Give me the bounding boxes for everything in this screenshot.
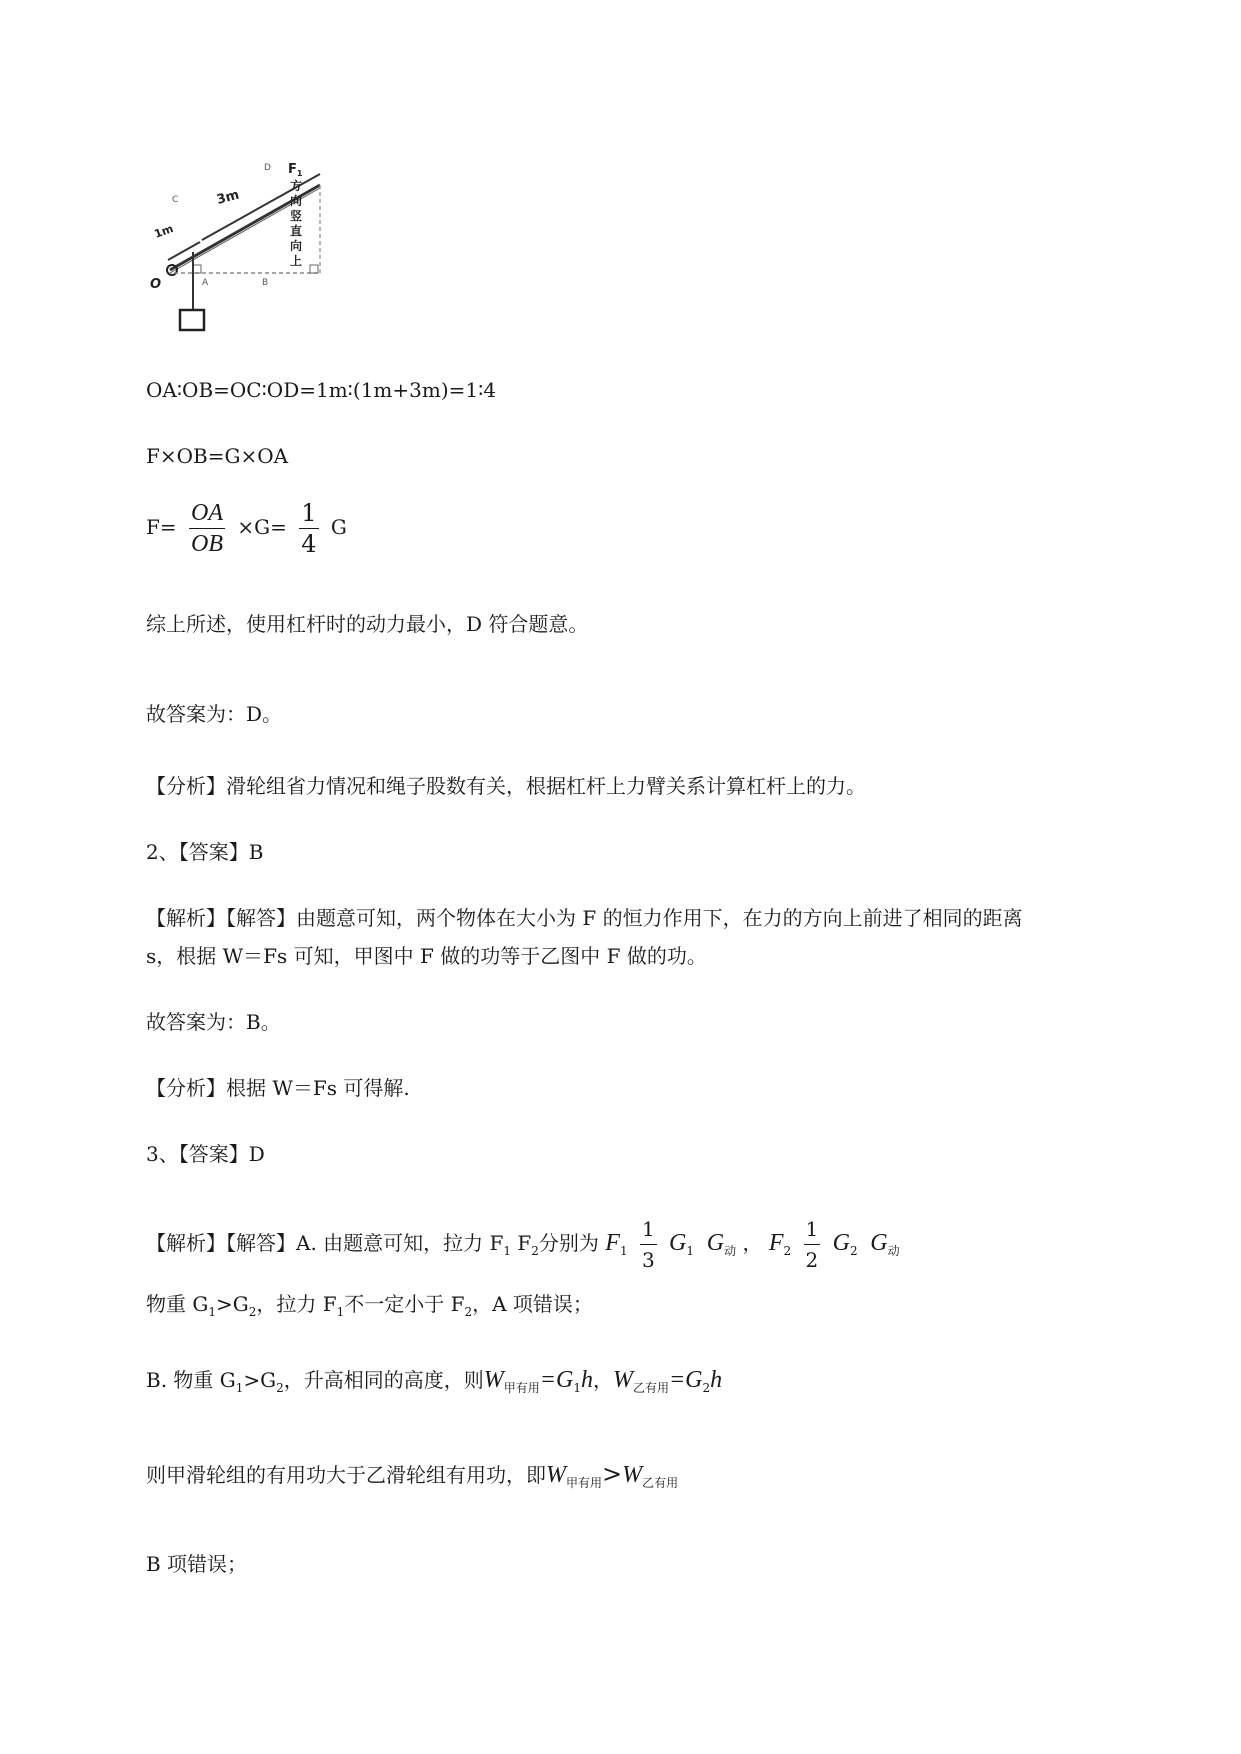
fraction-one-quarter (299, 500, 318, 557)
formula-mid: ×G= (237, 515, 287, 539)
formula-prefix: F= (146, 515, 177, 539)
svg-text:竖: 竖 (290, 209, 303, 223)
question-2-answer: 2、【答案】B (146, 840, 264, 864)
force-formula (146, 500, 347, 557)
fraction-numerator: OA (189, 500, 225, 529)
answer-2: 故答案为：B。 (146, 1010, 281, 1034)
label-O: O (150, 277, 162, 292)
useful-work-comparison: 则甲滑轮组的有用功大于乙滑轮组有用功，即$W_{甲有用}>W_{乙有用}$ (146, 1460, 679, 1490)
weight-comparison-line: 物重 $G_1>G_2$，拉力 $F_1$不一定小于 $F_2$，A 项错误； (146, 1292, 593, 1319)
fraction-denominator: 4 (301, 530, 317, 558)
question-3-answer: 3、【答案】D (146, 1142, 265, 1166)
fraction-denominator: OB (191, 531, 223, 557)
analysis-1: 【分析】滑轮组省力情况和绳子股数有关，根据杠杆上力臂关系计算杠杆上的力。 (146, 774, 866, 798)
label-F1: $F_1$ (288, 162, 303, 178)
fraction-numerator: 1 (301, 499, 317, 527)
label-3m: 3m (215, 187, 241, 208)
question-3-explanation: 【解析】【解答】A. 由题意可知，拉力 $F_1$ $F_2$分别为 $F_1$ $\frac{1}{3}$ $G_1$ $G_动$ ， $F_2$ $\frac{1}{2}$ $G_2$ $G_动$ (146, 1217, 900, 1272)
direction-label (290, 178, 302, 268)
svg-text:直: 直 (290, 224, 303, 238)
answer-1: 故答案为：D。 (146, 702, 283, 726)
label-B: B (262, 278, 269, 288)
weight-block (180, 310, 204, 330)
question-2-explanation-2: s，根据 W＝Fs 可知，甲图中 F 做的功等于乙图中 F 做的功。 (146, 944, 707, 968)
analysis-2: 【分析】根据 W＝Fs 可得解. (146, 1076, 410, 1100)
label-C: C (172, 195, 179, 205)
label-D: D (264, 163, 271, 173)
label-1m: 1m (152, 222, 175, 241)
formula-suffix: G (330, 515, 347, 539)
svg-text:方: 方 (290, 179, 303, 193)
svg-text:上: 上 (290, 254, 303, 268)
option-b-conclusion: B 项错误； (146, 1552, 248, 1576)
lever-diagram (150, 160, 360, 340)
label-A: A (202, 278, 209, 288)
summary-line: 综上所述，使用杠杆时的动力最小，D 符合题意。 (146, 612, 589, 636)
ratio-line: OA∶OB=OC∶OD=1m∶(1m+3m)=1∶4 (146, 378, 497, 402)
svg-text:向: 向 (290, 239, 303, 253)
question-2-explanation-1: 【解析】【解答】由题意可知，两个物体在大小为 F 的恒力作用下，在力的方向上前进了相同的距离 (146, 906, 1023, 930)
svg-text:向: 向 (290, 194, 303, 208)
option-b-line: B. 物重 $G_1>G_2$，升高相同的高度，则$W_{甲有用}=G_1h$，$W_{乙有用}=G_2h$ (146, 1367, 723, 1395)
fraction-oa-ob (189, 500, 225, 557)
balance-line: F×OB=G×OA (146, 444, 289, 468)
